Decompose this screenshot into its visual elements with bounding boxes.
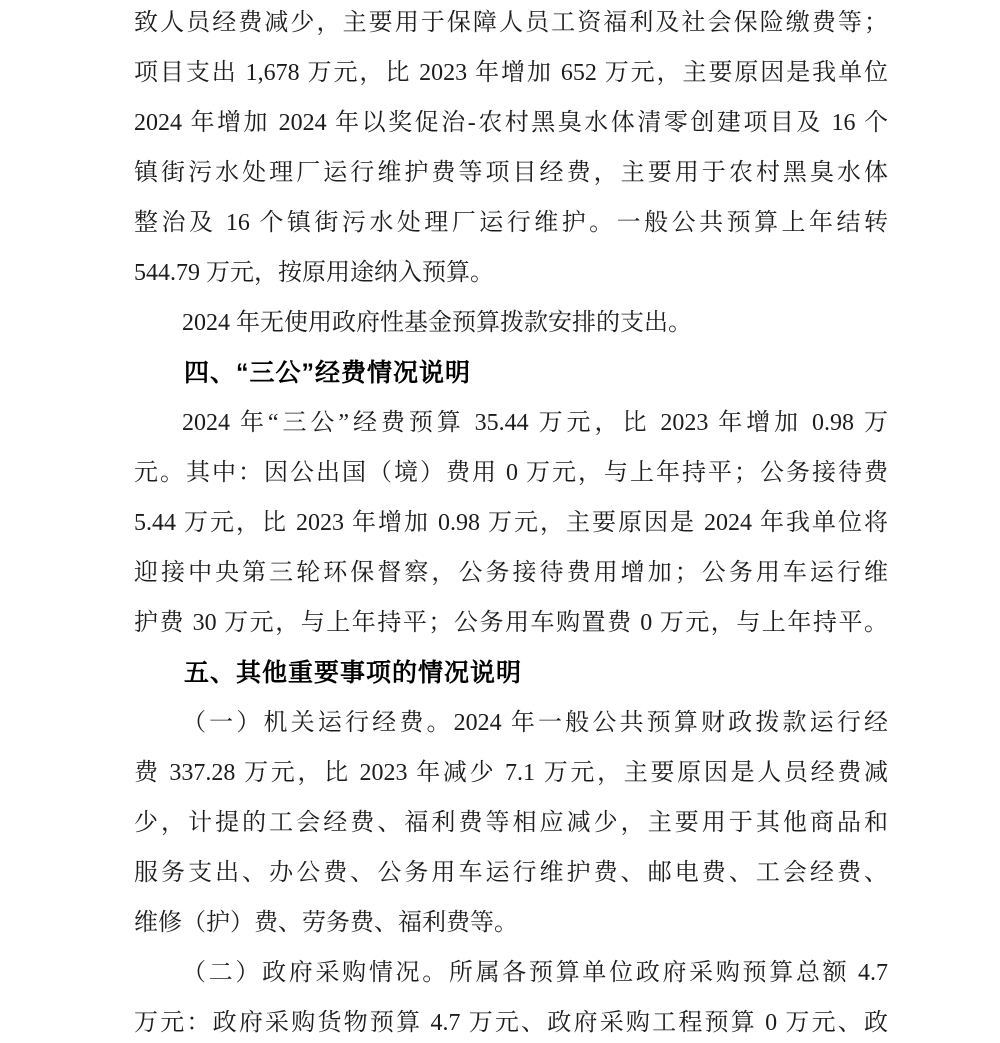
document-line: 护费 30 万元，与上年持平；公务用车购置费 0 万元，与上年持平。 xyxy=(134,610,888,636)
document-line: 少，计提的工会经费、福利费等相应减少，主要用于其他商品和 xyxy=(134,810,888,836)
document-line: 5.44 万元，比 2023 年增加 0.98 万元，主要原因是 2024 年我单位将 xyxy=(134,510,888,536)
document-line: 镇街污水处理厂运行维护费等项目经费，主要用于农村黑臭水体 xyxy=(134,160,888,186)
document-line: 致人员经费减少，主要用于保障人员工资福利及社会保险缴费等； xyxy=(134,10,888,36)
document-line: 费 337.28 万元，比 2023 年减少 7.1 万元，主要原因是人员经费减 xyxy=(134,760,888,786)
document-line: （一）机关运行经费。2024 年一般公共预算财政拨款运行经 xyxy=(182,710,888,736)
document-line: 544.79 万元，按原用途纳入预算。 xyxy=(134,260,494,286)
document-line: 维修（护）费、劳务费、福利费等。 xyxy=(134,910,518,936)
document-line: 项目支出 1,678 万元，比 2023 年增加 652 万元，主要原因是我单位 xyxy=(134,60,888,86)
document-line: 迎接中央第三轮环保督察，公务接待费用增加；公务用车运行维 xyxy=(134,560,888,586)
section-heading: 四、“三公”经费情况说明 xyxy=(184,359,472,387)
document-line: 服务支出、办公费、公务用车运行维护费、邮电费、工会经费、 xyxy=(134,860,888,886)
document-body xyxy=(134,0,888,1043)
document-line: （二）政府采购情况。所属各预算单位政府采购预算总额 4.7 xyxy=(182,960,888,986)
document-line: 2024 年“三公”经费预算 35.44 万元，比 2023 年增加 0.98 万 xyxy=(182,410,888,436)
document-line: 2024 年增加 2024 年以奖促治-农村黑臭水体清零创建项目及 16 个 xyxy=(134,110,888,136)
section-heading: 五、其他重要事项的情况说明 xyxy=(184,659,523,687)
document-line: 元。其中：因公出国（境）费用 0 万元，与上年持平；公务接待费 xyxy=(134,460,888,486)
document-line: 万元：政府采购货物预算 4.7 万元、政府采购工程预算 0 万元、政 xyxy=(134,1010,888,1036)
document-line: 2024 年无使用政府性基金预算拨款安排的支出。 xyxy=(182,310,692,336)
document-line: 整治及 16 个镇街污水处理厂运行维护。一般公共预算上年结转 xyxy=(134,210,888,236)
